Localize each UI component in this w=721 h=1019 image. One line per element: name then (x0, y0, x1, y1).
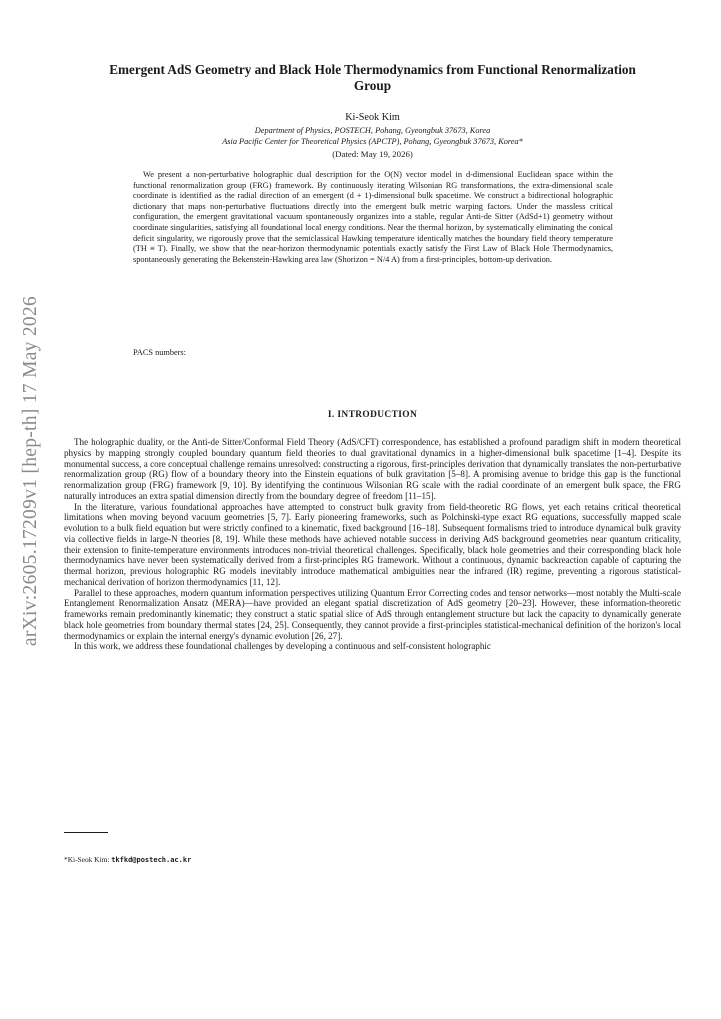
footnote-divider (64, 832, 108, 833)
footnote-label: *Ki-Seok Kim: (64, 855, 112, 864)
paragraph: The holographic duality, or the Anti-de Sitter/Conformal Field Theory (AdS/CFT) correspondence, has established a profound paradigm shift in modern theoretical physics by mapping strongly coupled boundary quantum field theories to dual gravitational dynamics in a higher-dimensional bulk spacetime [1–4]. Despite its monumental success, a core conceptual challenge remains unresolved: constructing a rigorous, first-principles derivation that dynamically translates the non-perturbative renormalization group (RG) flow of a boundary theory into the Einstein equations of bulk gravitation [5–8]. A promising avenue to bridge this gap is the functional renormalization group (FRG) framework [9, 10]. By identifying the continuous Wilsonian RG scale with the radial coordinate of an emergent bulk space, the FRG naturally introduces an extra spatial dimension directly from the boundary degree of freedom [11–15]. (64, 437, 681, 501)
pacs-numbers: PACS numbers: (133, 348, 186, 357)
paragraph: In the literature, various foundational approaches have attempted to construct bulk gravity from field-theoretic RG flows, yet each retains critical theoretical limitations when moving beyond vacuum geometries [5, 7]. Early pioneering frameworks, such as Polchinski-type exact RG equations, successfully mapped scale evolution to a bulk field equation but were strictly confined to a kinematic, fixed background [16–18]. Subsequent formalisms tried to introduce dynamical bulk gravity via collective fields in large-N theories [8, 19]. While these methods have achieved notable success in deriving AdS background geometries near quantum criticality, their extension to finite-temperature environments introduces non-trivial theoretical challenges. Specifically, black hole geometries and their corresponding black hole thermodynamics have never been systematically derived from a first-principles RG framework. Without a continuous, dynamic backreaction capable of capturing the thermal horizon, previous holographic RG models inevitably introduce mathematical ambiguities near the infrared (IR) regime, preventing a rigorous statistical-mechanical derivation of horizon thermodynamics [11, 12]. (64, 501, 681, 587)
date-line: (Dated: May 19, 2026) (332, 149, 413, 159)
paragraph: In this work, we address these foundational challenges by developing a continuous and self-consistent holographic (74, 641, 491, 652)
introduction-body (64, 437, 681, 652)
author-email: tkfkd@postech.ac.kr (111, 856, 192, 864)
arxiv-stamp (20, 291, 42, 651)
abstract: We present a non-perturbative holographic dual description for the O(N) vector model in d-dimensional Euclidean space within the functional renormalization group (FRG) framework. By continuously iterating Wilsonian RG transformations, the extra-dimensional scale coordinate is identified as the radial direction of an emergent (d + 1)-dimensional bulk spacetime. We construct a bidirectional holographic dictionary that maps non-perturbative fluctuations directly into the emergent bulk metric warping factors. Under the massless critical configuration, the emergent gravitational vacuum spontaneously organizes into a stable, regular Anti-de Sitter (AdSd+1) geometry without coordinate singularities, satisfying all foundational local energy conditions. Near the thermal horizon, by systematically eliminating the conical deficit singularity, we rigorously prove that the semiclassical Hawking temperature identically matches the boundary field theory temperature (TH ≡ T). Finally, we show that the near-horizon thermodynamic potentials exactly satisfy the First Law of Black Hole Thermodynamics, spontaneously generating the Bekenstein-Hawking area law (Shorizon = N/4 A) from a first-principles, bottom-up derivation. (133, 170, 613, 264)
footnote (64, 855, 191, 864)
affiliation-2: Asia Pacific Center for Theoretical Physics (APCTP), Pohang, Gyeongbuk 37673, Korea* (222, 137, 523, 146)
paper-title: Emergent AdS Geometry and Black Hole Thermodynamics from Functional Renormalization Group (109, 62, 636, 93)
affiliation-1: Department of Physics, POSTECH, Pohang, Gyeongbuk 37673, Korea (254, 126, 491, 135)
section-heading-introduction: I. INTRODUCTION (327, 410, 418, 420)
author-name: Ki-Seok Kim (345, 112, 400, 123)
arxiv-identifier: arXiv:2605.17209v1 [hep-th] 17 May 2026 (20, 295, 41, 647)
paragraph: Parallel to these approaches, modern quantum information perspectives utilizing Quantum Error Correcting codes and tensor networks—most notably the Multi-scale Entanglement Renormalization Ansatz (MERA)—have provided an elegant spatial discretization of AdS geometry [20–23]. However, these information-theoretic frameworks remain predominantly kinematic; they construct a static spatial slice of AdS through entanglement structure but lack the capacity to dynamically generate black hole geometries from boundary thermal states [24, 25]. Consequently, they cannot provide a first-principles statistical-mechanical definition of the horizon's local thermodynamics or explain the internal energy's dynamic evolution [26, 27]. (64, 587, 681, 641)
